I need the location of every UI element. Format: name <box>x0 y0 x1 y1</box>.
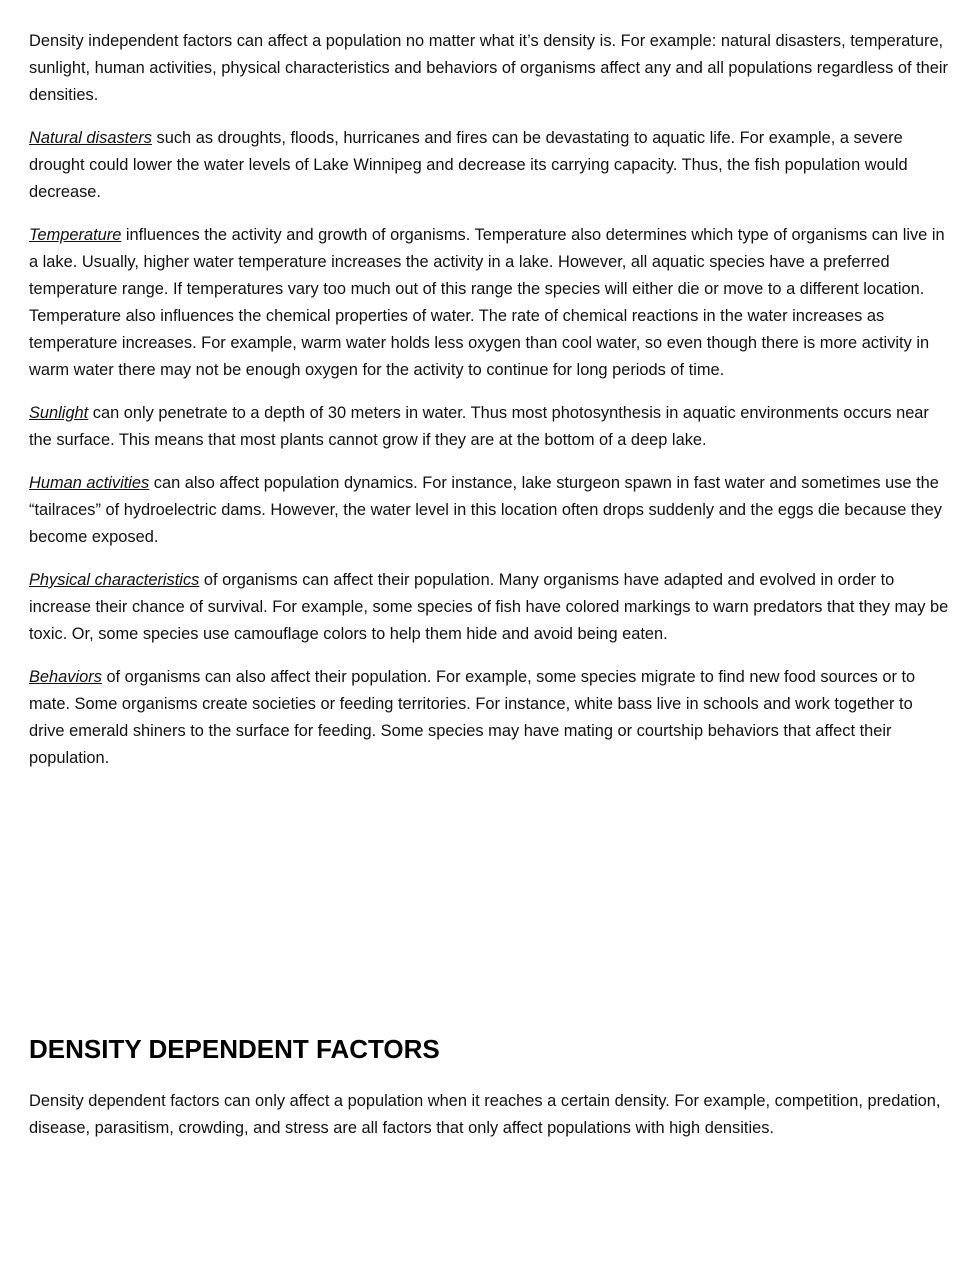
term-behaviors: Behaviors <box>29 668 102 686</box>
paragraph-text: influences the activity and growth of organisms. Temperature also determines which type of organisms can live in a lake. Usually, higher water temperature increases the activity in a lake. However, all aquatic species have a preferred temperature range. If temperatures vary too much out of this range the species will either die or move to a different location. Temperature also influences the chemical properties of water. The rate of chemical reactions in the water increases as temperature increases. For example, warm water holds less oxygen than cool water, so even though there is more activity in warm water there may not be enough oxygen for the activity to continue for long periods of time. <box>29 226 945 379</box>
document-body <box>29 28 951 788</box>
paragraph-text: of organisms can affect their population. Many organisms have adapted and evolved in order to increase their chance of survival. For example, some species of fish have colored markings to warn predators that they may be toxic. Or, some species use camouflage colors to help them hide and avoid being eaten. <box>29 571 949 643</box>
density-dependent-paragraph: Density dependent factors can only affect a population when it reaches a certain density. For example, competition, predation, disease, parasitism, crowding, and stress are all factors that only affect populations with high densities. <box>29 1092 941 1137</box>
paragraph-physical-characteristics <box>29 567 951 648</box>
term-physical-characteristics: Physical characteristics <box>29 571 200 589</box>
section-heading: DENSITY DEPENDENT FACTORS <box>29 1034 440 1064</box>
paragraph-behaviors <box>29 664 951 772</box>
paragraph-natural-disasters <box>29 125 951 206</box>
paragraph-text: such as droughts, floods, hurricanes and fires can be devastating to aquatic life. For example, a severe drought could lower the water levels of Lake Winnipeg and decrease its carrying capacity. Thus, the fish population would decrease. <box>29 129 908 201</box>
paragraph-human-activities <box>29 470 951 551</box>
term-temperature: Temperature <box>29 226 122 244</box>
paragraph-text: can only penetrate to a depth of 30 meters in water. Thus most photosynthesis in aquatic environments occurs near the surface. This means that most plants cannot grow if they are at the bottom of a deep lake. <box>29 404 929 449</box>
term-natural-disasters: Natural disasters <box>29 129 152 147</box>
paragraph-text: of organisms can also affect their population. For example, some species migrate to find new food sources or to mate. Some organisms create societies or feeding territories. For instance, white bass live in schools and work together to drive emerald shiners to the surface for feeding. Some species may have mating or courtship behaviors that affect their population. <box>29 668 916 767</box>
intro-paragraph: Density independent factors can affect a population no matter what it’s density is. For example: natural disasters, temperature, sunlight, human activities, physical characteristics and behaviors of organisms affect any and all populations regardless of their densities. <box>29 32 948 104</box>
term-sunlight: Sunlight <box>29 404 89 422</box>
paragraph-temperature <box>29 222 951 384</box>
paragraph-sunlight <box>29 400 951 454</box>
term-human-activities: Human activities <box>29 474 150 492</box>
paragraph-text: can also affect population dynamics. For instance, lake sturgeon spawn in fast water and sometimes use the “tailraces” of hydroelectric dams. However, the water level in this location often drops suddenly and the eggs die because they become exposed. <box>29 474 942 546</box>
